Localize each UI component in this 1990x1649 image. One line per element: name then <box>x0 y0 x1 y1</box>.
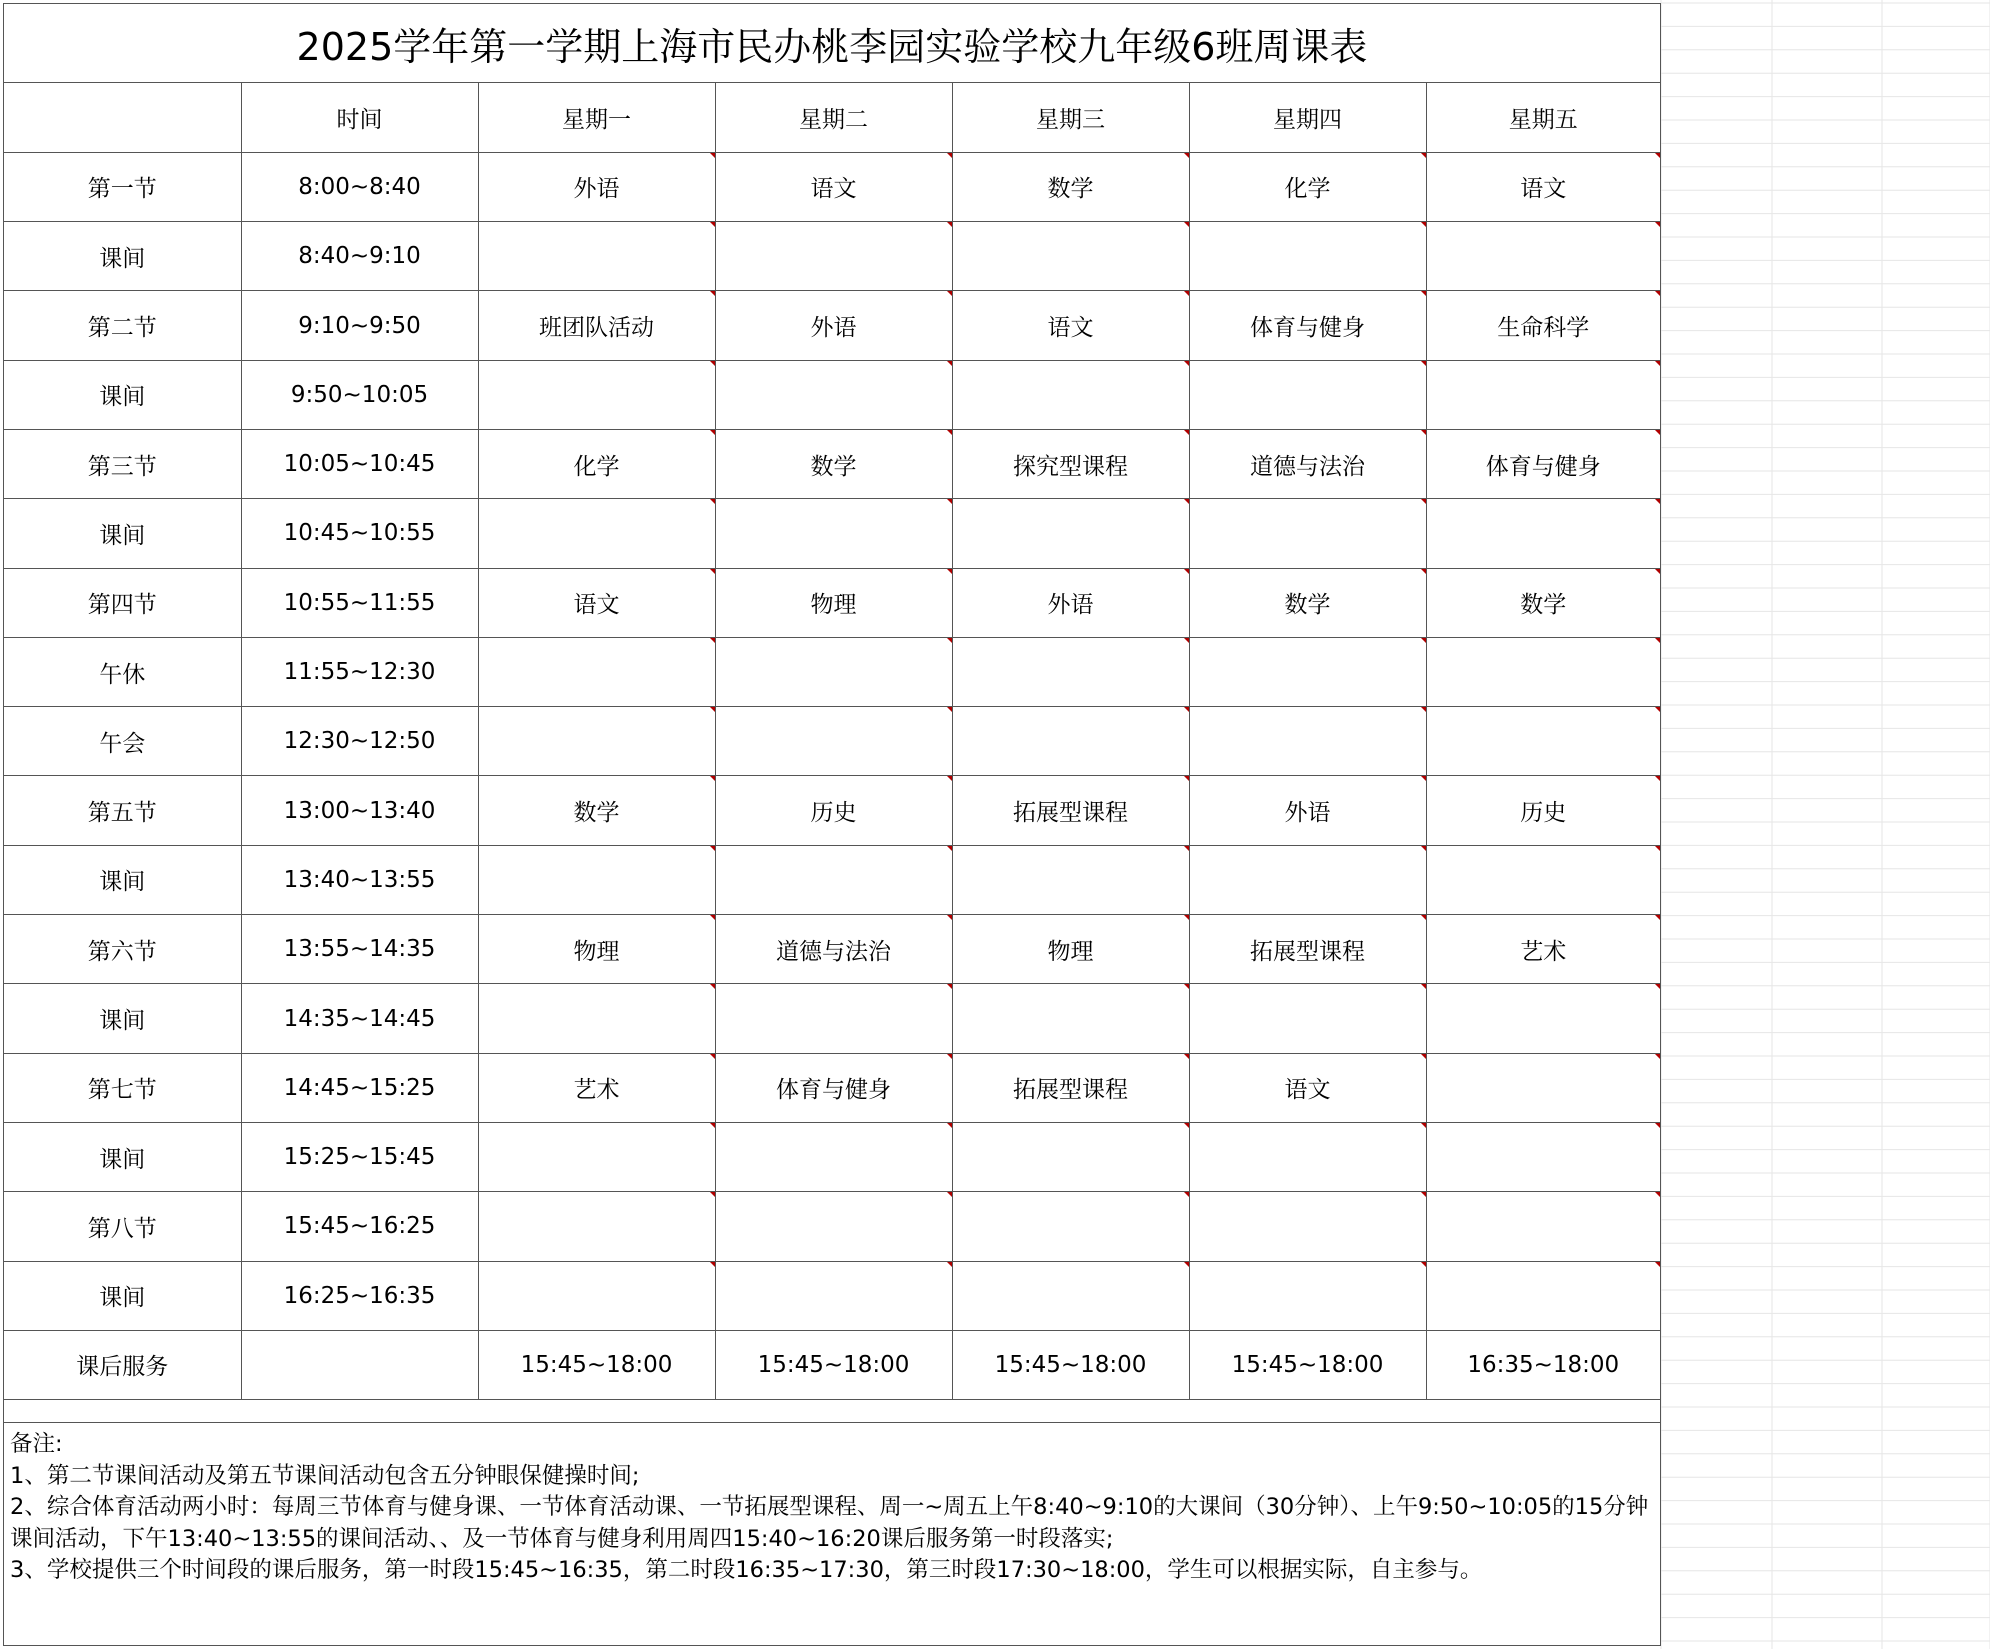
time-cell[interactable]: 10:55~11:55 <box>241 568 478 637</box>
table-row <box>4 152 1660 221</box>
subject-cell[interactable]: 数学 <box>1189 568 1426 637</box>
subject-cell[interactable] <box>478 1192 715 1261</box>
header-row <box>4 83 1660 152</box>
table-row <box>4 1122 1660 1191</box>
subject-cell[interactable]: 探究型课程 <box>952 429 1189 498</box>
subject-cell[interactable] <box>1189 1192 1426 1261</box>
subject-cell[interactable]: 16:35~18:00 <box>1426 1330 1660 1399</box>
subject-cell[interactable]: 道德与法治 <box>715 915 952 984</box>
period-label-cell[interactable]: 第三节 <box>4 429 241 498</box>
subject-cell[interactable] <box>1189 222 1426 291</box>
subject-cell[interactable] <box>478 360 715 429</box>
time-cell[interactable]: 12:30~12:50 <box>241 707 478 776</box>
subject-cell[interactable]: 语文 <box>715 152 952 221</box>
header-cell[interactable]: 星期一 <box>478 83 715 152</box>
subject-cell[interactable] <box>952 637 1189 706</box>
period-label-cell[interactable]: 课间 <box>4 499 241 568</box>
subject-cell[interactable] <box>1426 1122 1660 1191</box>
time-cell[interactable]: 15:45~16:25 <box>241 1192 478 1261</box>
subject-cell[interactable] <box>1189 707 1426 776</box>
table-row <box>4 637 1660 706</box>
note-item: 2、综合体育活动两小时：每周三节体育与健身课、一节体育活动课、一节拓展型课程、周一~周五上午8:40~9:10的大课间（30分钟）、上午9:50~10:05的15分钟课间活动，下午13:40~13:55的课间活动、、及一节体育与健身利用周四15:40~16:20课后服务第一时段落实; <box>10 1494 1649 1552</box>
period-label-cell[interactable]: 课间 <box>4 984 241 1053</box>
period-label-cell[interactable]: 课后服务 <box>4 1330 241 1399</box>
note-item: 3、学校提供三个时间段的课后服务，第一时段15:45~16:35，第二时段16:35~17:30，第三时段17:30~18:00，学生可以根据实际，自主参与。 <box>10 1557 1483 1583</box>
subject-cell[interactable] <box>1189 845 1426 914</box>
subject-cell[interactable] <box>1426 222 1660 291</box>
period-label-cell[interactable]: 第二节 <box>4 291 241 360</box>
subject-cell[interactable] <box>478 707 715 776</box>
schedule-table <box>4 83 1660 1400</box>
subject-cell[interactable] <box>952 1261 1189 1330</box>
subject-cell[interactable] <box>715 222 952 291</box>
subject-cell[interactable] <box>952 845 1189 914</box>
time-cell[interactable]: 8:00~8:40 <box>241 152 478 221</box>
subject-cell[interactable] <box>1189 499 1426 568</box>
subject-cell[interactable] <box>715 707 952 776</box>
subject-cell[interactable] <box>1426 637 1660 706</box>
subject-cell[interactable] <box>1426 707 1660 776</box>
table-row <box>4 845 1660 914</box>
subject-cell[interactable]: 历史 <box>1426 776 1660 845</box>
period-label-cell[interactable]: 课间 <box>4 360 241 429</box>
subject-cell[interactable]: 物理 <box>952 915 1189 984</box>
subject-cell[interactable]: 数学 <box>478 776 715 845</box>
time-cell[interactable]: 11:55~12:30 <box>241 637 478 706</box>
subject-cell[interactable] <box>478 845 715 914</box>
subject-cell[interactable] <box>952 707 1189 776</box>
subject-cell[interactable] <box>715 499 952 568</box>
time-cell[interactable]: 10:45~10:55 <box>241 499 478 568</box>
subject-cell[interactable]: 15:45~18:00 <box>478 1330 715 1399</box>
notes-heading: 备注: <box>10 1431 63 1457</box>
time-cell[interactable]: 14:45~15:25 <box>241 1053 478 1122</box>
period-label-cell[interactable]: 课间 <box>4 1261 241 1330</box>
subject-cell[interactable] <box>952 222 1189 291</box>
subject-cell[interactable]: 拓展型课程 <box>1189 915 1426 984</box>
subject-cell[interactable] <box>715 360 952 429</box>
subject-cell[interactable] <box>715 1122 952 1191</box>
subject-cell[interactable] <box>1189 637 1426 706</box>
header-cell[interactable]: 星期五 <box>1426 83 1660 152</box>
period-label-cell[interactable]: 午休 <box>4 637 241 706</box>
subject-cell[interactable]: 道德与法治 <box>1189 429 1426 498</box>
subject-cell[interactable]: 数学 <box>952 152 1189 221</box>
subject-cell[interactable]: 语文 <box>952 291 1189 360</box>
subject-cell[interactable] <box>478 1261 715 1330</box>
subject-cell[interactable]: 物理 <box>715 568 952 637</box>
subject-cell[interactable]: 语文 <box>1426 152 1660 221</box>
subject-cell[interactable] <box>1426 845 1660 914</box>
page-title: 2025学年第一学期上海市民办桃李园实验学校九年级6班周课表 <box>4 4 1660 83</box>
time-cell[interactable]: 16:25~16:35 <box>241 1261 478 1330</box>
subject-cell[interactable] <box>478 1122 715 1191</box>
time-cell[interactable]: 9:50~10:05 <box>241 360 478 429</box>
time-cell[interactable]: 15:25~15:45 <box>241 1122 478 1191</box>
subject-cell[interactable] <box>478 499 715 568</box>
period-label-cell[interactable]: 第五节 <box>4 776 241 845</box>
time-cell[interactable]: 13:40~13:55 <box>241 845 478 914</box>
table-row <box>4 984 1660 1053</box>
subject-cell[interactable] <box>1189 1122 1426 1191</box>
subject-cell[interactable]: 历史 <box>715 776 952 845</box>
period-label-cell[interactable]: 第六节 <box>4 915 241 984</box>
subject-cell[interactable]: 拓展型课程 <box>952 1053 1189 1122</box>
period-label-cell[interactable]: 第四节 <box>4 568 241 637</box>
time-cell[interactable]: 8:40~9:10 <box>241 222 478 291</box>
table-row <box>4 776 1660 845</box>
subject-cell[interactable] <box>1426 1053 1660 1122</box>
subject-cell[interactable]: 数学 <box>1426 568 1660 637</box>
subject-cell[interactable] <box>715 1192 952 1261</box>
subject-cell[interactable] <box>1189 984 1426 1053</box>
subject-cell[interactable]: 体育与健身 <box>715 1053 952 1122</box>
subject-cell[interactable] <box>952 1192 1189 1261</box>
header-cell[interactable] <box>4 83 241 152</box>
table-row <box>4 222 1660 291</box>
table-row <box>4 915 1660 984</box>
subject-cell[interactable] <box>1426 984 1660 1053</box>
note-item: 1、第二节课间活动及第五节课间活动包含五分钟眼保健操时间; <box>10 1462 640 1489</box>
subject-cell[interactable] <box>478 984 715 1053</box>
table-row <box>4 568 1660 637</box>
time-cell[interactable] <box>241 1330 478 1399</box>
period-label-cell[interactable]: 第一节 <box>4 152 241 221</box>
subject-cell[interactable]: 班团队活动 <box>478 291 715 360</box>
subject-cell[interactable]: 艺术 <box>478 1053 715 1122</box>
table-row <box>4 1330 1660 1399</box>
period-label-cell[interactable]: 午会 <box>4 707 241 776</box>
subject-cell[interactable] <box>1189 360 1426 429</box>
subject-cell[interactable]: 外语 <box>478 152 715 221</box>
subject-cell[interactable]: 语文 <box>1189 1053 1426 1122</box>
subject-cell[interactable] <box>1426 1192 1660 1261</box>
subject-cell[interactable] <box>952 1122 1189 1191</box>
time-cell[interactable]: 10:05~10:45 <box>241 429 478 498</box>
period-label-cell[interactable]: 课间 <box>4 1122 241 1191</box>
header-cell[interactable]: 时间 <box>241 83 478 152</box>
subject-cell[interactable]: 15:45~18:00 <box>952 1330 1189 1399</box>
header-cell[interactable]: 星期三 <box>952 83 1189 152</box>
subject-cell[interactable]: 外语 <box>952 568 1189 637</box>
subject-cell[interactable] <box>1426 360 1660 429</box>
subject-cell[interactable]: 体育与健身 <box>1426 429 1660 498</box>
time-cell[interactable]: 14:35~14:45 <box>241 984 478 1053</box>
period-label-cell[interactable]: 课间 <box>4 222 241 291</box>
period-label-cell[interactable]: 第八节 <box>4 1192 241 1261</box>
time-cell[interactable]: 13:55~14:35 <box>241 915 478 984</box>
subject-cell[interactable]: 化学 <box>1189 152 1426 221</box>
table-row <box>4 1053 1660 1122</box>
period-label-cell[interactable]: 课间 <box>4 845 241 914</box>
subject-cell[interactable]: 生命科学 <box>1426 291 1660 360</box>
subject-cell[interactable]: 15:45~18:00 <box>715 1330 952 1399</box>
subject-cell[interactable]: 外语 <box>715 291 952 360</box>
table-row <box>4 707 1660 776</box>
subject-cell[interactable] <box>715 845 952 914</box>
subject-cell[interactable]: 物理 <box>478 915 715 984</box>
subject-cell[interactable] <box>1426 1261 1660 1330</box>
table-row <box>4 429 1660 498</box>
timetable-sheet <box>3 3 1661 1646</box>
period-label-cell[interactable]: 第七节 <box>4 1053 241 1122</box>
table-row <box>4 499 1660 568</box>
subject-cell[interactable] <box>478 637 715 706</box>
header-cell[interactable]: 星期二 <box>715 83 952 152</box>
notes-section <box>4 1422 1660 1593</box>
subject-cell[interactable] <box>478 222 715 291</box>
subject-cell[interactable]: 外语 <box>1189 776 1426 845</box>
subject-cell[interactable] <box>1189 1261 1426 1330</box>
table-row <box>4 360 1660 429</box>
table-row <box>4 291 1660 360</box>
subject-cell[interactable]: 艺术 <box>1426 915 1660 984</box>
subject-cell[interactable] <box>715 984 952 1053</box>
subject-cell[interactable] <box>715 637 952 706</box>
subject-cell[interactable]: 15:45~18:00 <box>1189 1330 1426 1399</box>
subject-cell[interactable]: 体育与健身 <box>1189 291 1426 360</box>
time-cell[interactable]: 9:10~9:50 <box>241 291 478 360</box>
time-cell[interactable]: 13:00~13:40 <box>241 776 478 845</box>
table-row <box>4 1261 1660 1330</box>
subject-cell[interactable] <box>952 499 1189 568</box>
subject-cell[interactable] <box>952 360 1189 429</box>
subject-cell[interactable] <box>1426 499 1660 568</box>
subject-cell[interactable]: 拓展型课程 <box>952 776 1189 845</box>
subject-cell[interactable]: 数学 <box>715 429 952 498</box>
header-cell[interactable]: 星期四 <box>1189 83 1426 152</box>
subject-cell[interactable]: 化学 <box>478 429 715 498</box>
subject-cell[interactable] <box>715 1261 952 1330</box>
subject-cell[interactable] <box>952 984 1189 1053</box>
subject-cell[interactable]: 语文 <box>478 568 715 637</box>
table-row <box>4 1192 1660 1261</box>
